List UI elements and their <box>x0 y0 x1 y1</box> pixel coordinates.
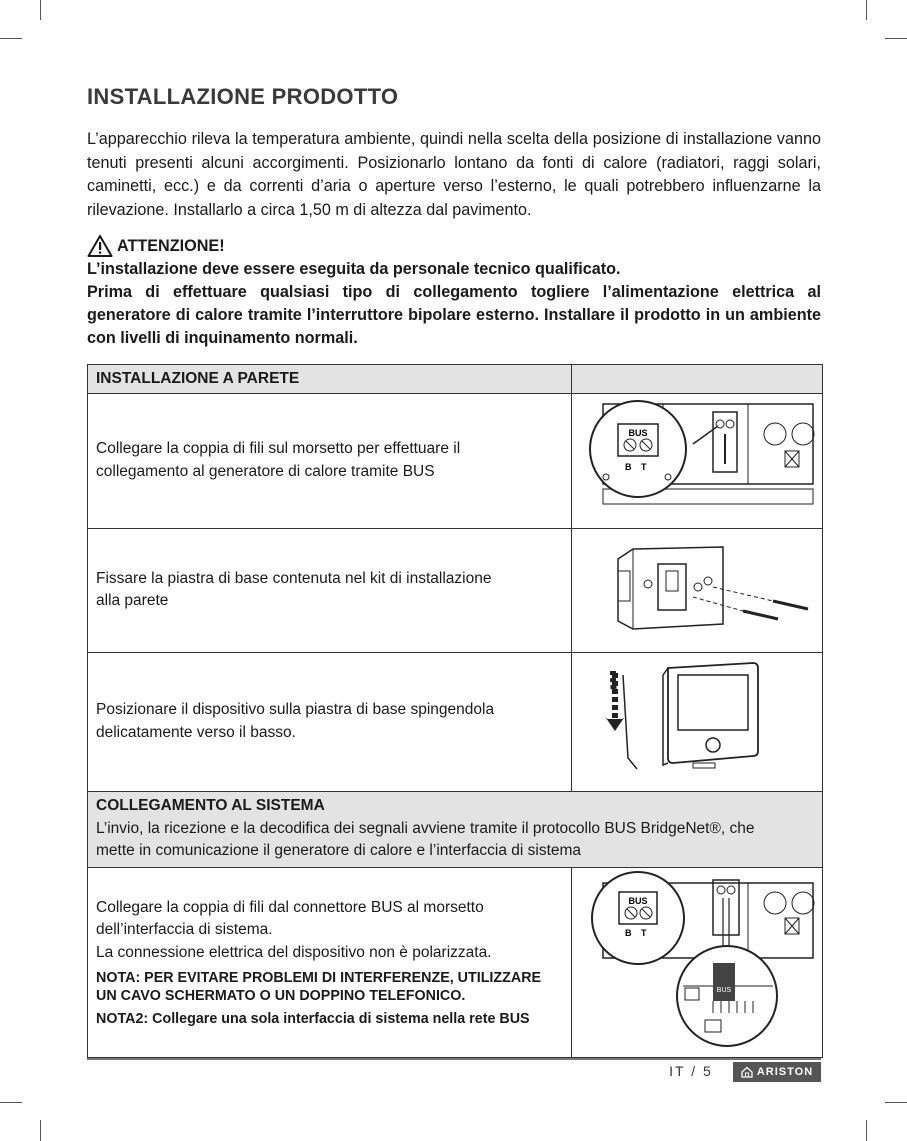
crop-mark <box>0 1102 22 1103</box>
step-2-illustration <box>572 528 823 653</box>
brand-logo <box>733 1062 821 1082</box>
step-3-label: Posizionare il dispositivo sulla piastra di base spingendola delicatamente verso il basso. <box>96 701 495 741</box>
step-4-line-1: Collegare la coppia di fili dal connettore BUS al morsetto dell’interfaccia di sistema. <box>96 898 484 938</box>
header-empty-cell <box>572 365 823 394</box>
crop-mark <box>885 1102 907 1103</box>
system-connection-title: COLLEGAMENTO AL SISTEMA <box>96 797 325 815</box>
connector-bus-label: BUS <box>716 986 731 994</box>
crop-mark <box>866 0 867 20</box>
diagram-bus-label-2: BUS <box>627 895 648 906</box>
diagram-t-label: T <box>640 462 646 472</box>
step-3-illustration <box>572 653 823 792</box>
step-4-illustration <box>572 867 823 1058</box>
system-connection-section <box>88 791 823 867</box>
diagram-t-label-2: T <box>640 927 646 938</box>
step-4-line-2: La connessione elettrica del dispositivo non è polarizzata. <box>96 943 492 961</box>
step-4-text <box>88 867 572 1058</box>
crop-mark <box>0 38 22 39</box>
diagram-b-label: B <box>624 462 631 472</box>
warning-line-2: Prima di effettuare qualsiasi tipo di collegamento togliere l’alimentazione elettrica al generatore di calore tramite l’interruttore bipolare esterno. Installare il prodotto in un ambiente con livelli di inquinamento normali. <box>87 283 821 347</box>
footer-rule <box>87 1058 821 1060</box>
warning-triangle-icon <box>87 234 113 258</box>
bus-connector-diagram <box>573 868 822 1050</box>
note-2-text: Collegare una sola interfaccia di sistema nella rete BUS <box>152 1011 530 1027</box>
step-1-text <box>88 394 572 529</box>
wall-installation-header: INSTALLAZIONE A PARETE <box>88 365 572 394</box>
crop-mark <box>40 0 41 20</box>
crop-mark <box>866 1120 867 1141</box>
warning-heading <box>87 234 821 258</box>
system-connection-text: L’invio, la ricezione e la decodifica dei segnali avviene tramite il protocollo BUS BridgeNet®, che mette in comunicazione il generatore di calore e l’interfaccia di sistema <box>96 819 755 860</box>
step-2-label: Fissare la piastra di base contenuta nel kit di installazione alla parete <box>96 569 492 610</box>
installation-table <box>87 364 823 1058</box>
warning-block <box>87 234 821 350</box>
crop-mark <box>885 38 907 39</box>
diagram-b-label-2: B <box>624 927 631 938</box>
step-3-text <box>88 653 572 792</box>
diagram-bus-label: BUS <box>627 428 648 438</box>
device-mount-diagram <box>573 653 822 783</box>
base-plate-diagram <box>573 529 822 645</box>
brand-name: ARISTON <box>756 1066 814 1078</box>
interference-note: NOTA: PER EVITARE PROBLEMI DI INTERFERENZE, UTILIZZARE UN CAVO SCHERMATO O UN DOPPINO TELEFONICO. <box>96 970 542 1004</box>
warning-title: ATTENZIONE! <box>117 236 225 255</box>
step-1-label: Collegare la coppia di fili sul morsetto per effettuare il collegamento al generatore di calore tramite BUS <box>96 440 461 480</box>
page-number: IT / 5 <box>669 1063 713 1079</box>
bus-terminal-diagram <box>573 394 822 520</box>
note-2 <box>96 1010 563 1028</box>
intro-paragraph: L’apparecchio rileva la temperatura ambiente, quindi nella scelta della posizione di installazione vanno tenuti presenti alcuni accorgimenti. Posizionarlo lontano da fonti di calore (radiatori, raggi solari, caminetti, ecc.) e da correnti d’aria o aperture verso l’esterno, le quali potrebbero influenzarne la rilevazione. Installarlo a circa 1,50 m di altezza dal pavimento. <box>87 130 821 219</box>
step-1-illustration <box>572 394 823 529</box>
crop-mark <box>40 1120 41 1141</box>
house-icon <box>741 1066 753 1078</box>
page-title: INSTALLAZIONE PRODOTTO <box>87 84 399 109</box>
warning-line-1: L’installazione deve essere eseguita da personale tecnico qualificato. <box>87 260 621 278</box>
note-2-label: NOTA2: <box>96 1011 149 1027</box>
step-2-text <box>88 528 572 653</box>
